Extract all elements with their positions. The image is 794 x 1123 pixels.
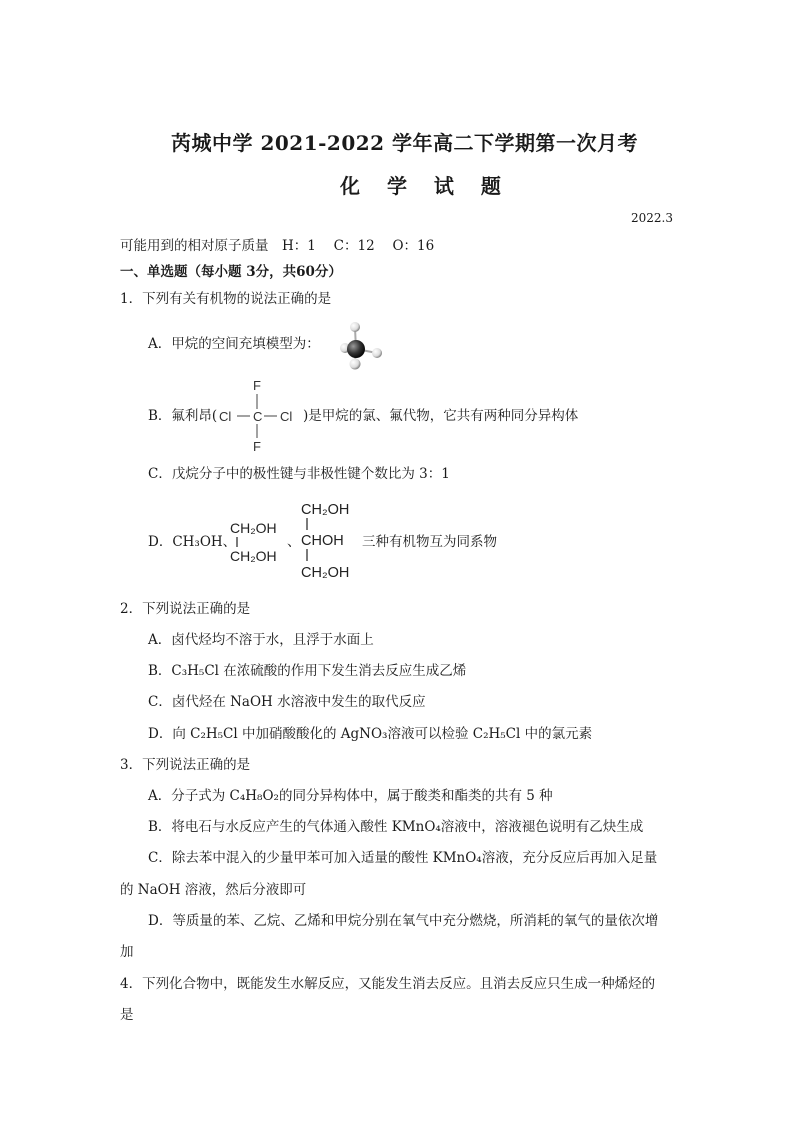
question-3-option-d-line1: D．等质量的苯、乙烷、乙烯和甲烷分别在氧气中充分燃烧，所消耗的氧气的量依次增 bbox=[148, 913, 659, 929]
exam-date: 2022.3 bbox=[631, 211, 673, 225]
question-3-option-d-line2: 加 bbox=[120, 944, 134, 960]
freon-structural-formula bbox=[216, 378, 304, 458]
question-1-option-b-suffix: )是甲烷的氯、氟代物，它共有两种同分异构体 bbox=[303, 408, 579, 424]
freon-chlorine-right: Cl bbox=[280, 409, 293, 424]
question-1-option-d-suffix: 三种有机物互为同系物 bbox=[362, 534, 497, 550]
methane-space-filling-model-icon bbox=[334, 318, 388, 376]
freon-carbon: C bbox=[253, 409, 263, 424]
glycol-top-group: CH₂OH bbox=[230, 520, 277, 536]
freon-chlorine-left: Cl bbox=[219, 409, 232, 424]
atomic-masses: 可能用到的相对原子质量 H：1 C：12 O：16 bbox=[120, 238, 435, 254]
question-3-option-b: B．将电石与水反应产生的气体通入酸性 KMnO₄溶液中，溶液褪色说明有乙炔生成 bbox=[148, 819, 644, 835]
question-3-stem: 3．下列说法正确的是 bbox=[120, 757, 251, 773]
ethylene-glycol-formula bbox=[226, 516, 288, 572]
glycerol-middle-group: CHOH bbox=[301, 533, 344, 549]
freon-fluorine-top: F bbox=[253, 378, 261, 393]
question-2-option-a: A．卤代烃均不溶于水，且浮于水面上 bbox=[148, 632, 374, 648]
question-1-option-d-prefix: D．CH₃OH、 bbox=[148, 534, 237, 550]
question-4-stem-line1: 4．下列化合物中，既能发生水解反应，又能发生消去反应。且消去反应只生成一种烯烃的 bbox=[120, 976, 656, 992]
question-2-option-c: C．卤代烃在 NaOH 水溶液中发生的取代反应 bbox=[148, 694, 426, 710]
question-3-option-c-line2: 的 NaOH 溶液，然后分液即可 bbox=[120, 882, 307, 898]
question-1-option-a: A．甲烷的空间充填模型为： bbox=[148, 336, 320, 352]
question-2-stem: 2．下列说法正确的是 bbox=[120, 601, 251, 617]
formula-separator: 、 bbox=[287, 534, 301, 550]
question-2-option-d: D．向 C₂H₅Cl 中加硝酸酸化的 AgNO₃溶液可以检验 C₂H₅Cl 中的氯元素 bbox=[148, 726, 593, 742]
glycerol-bottom-group: CH₂OH bbox=[301, 565, 350, 581]
page-subtitle: 化 学 试 题 bbox=[340, 174, 511, 198]
question-3-option-c-line1: C．除去苯中混入的少量甲苯可加入适量的酸性 KMnO₄溶液，充分反应后再加入足量 bbox=[148, 850, 658, 866]
question-3-option-a: A．分子式为 C₄H₈O₂的同分异构体中，属于酸类和酯类的共有 5 种 bbox=[148, 788, 553, 804]
question-4-stem-line2: 是 bbox=[120, 1007, 134, 1023]
page-title: 芮城中学 2021-2022 学年高二下学期第一次月考 bbox=[171, 131, 639, 155]
freon-fluorine-bottom: F bbox=[253, 439, 261, 454]
glycerol-top-group: CH₂OH bbox=[301, 502, 350, 518]
section-heading: 一、单选题（每小题 3分，共60分） bbox=[120, 264, 342, 280]
glycerol-formula bbox=[296, 497, 360, 589]
question-2-option-b: B．C₃H₅Cl 在浓硫酸的作用下发生消去反应生成乙烯 bbox=[148, 663, 467, 679]
question-1-option-c: C．戊烷分子中的极性键与非极性键个数比为 3：1 bbox=[148, 466, 450, 482]
question-1-stem: 1．下列有关有机物的说法正确的是 bbox=[120, 291, 332, 307]
glycol-bottom-group: CH₂OH bbox=[230, 548, 277, 564]
question-1-option-b-prefix: B．氟利昂( bbox=[148, 408, 218, 424]
